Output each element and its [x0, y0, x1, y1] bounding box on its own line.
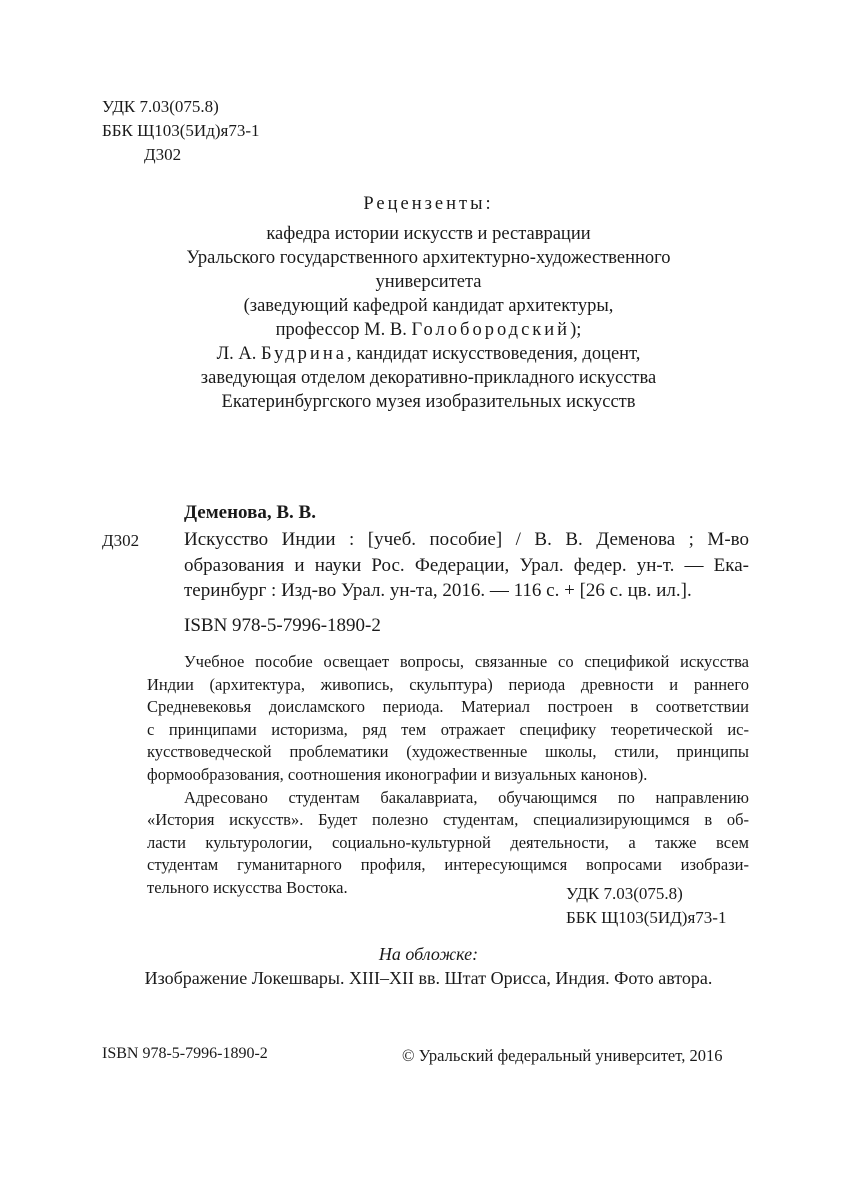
reviewer-line: заведующая отделом декоративно-прикладного искусства: [200, 368, 657, 388]
author-code-top: Д302: [144, 145, 182, 164]
reviewer-name-spaced: Голобородский: [411, 320, 571, 340]
abstract-line: студентам гуманитарного профиля, интересующимся вопросами изобрази-: [147, 855, 749, 875]
reviewer-text: профессор М. В.: [275, 320, 412, 340]
reviewer-text: );: [570, 320, 582, 340]
abstract-line: тельного искусства Востока.: [147, 877, 348, 897]
record-code: Д302: [102, 531, 140, 550]
bbk-bottom: ББК Щ103(5ИД)я73-1: [566, 908, 727, 927]
bib-line: Искусство Индии : [учеб. пособие] / В. В. Деменова ; М-во: [184, 529, 749, 550]
bib-line: образования и науки Рос. Федерации, Урал. федер. ун-т. — Ека-: [184, 554, 749, 576]
bbk-top: ББК Щ103(5Ид)я73-1: [102, 121, 260, 140]
footer-isbn: ISBN 978-5-7996-1890-2: [102, 1045, 268, 1062]
reviewer-text: , кандидат искусствоведения, доцент,: [346, 344, 641, 364]
abstract-line: Учебное пособие освещает вопросы, связанные со спецификой искусства: [184, 652, 749, 671]
record-isbn: ISBN 978-5-7996-1890-2: [184, 615, 381, 636]
cover-caption: Изображение Локешвары. XIII–XII вв. Штат Орисса, Индия. Фото автора.: [144, 968, 713, 988]
abstract-line: Средневековья доисламского периода. Материал построен в соответствии: [147, 697, 749, 717]
abstract-line: кусствоведческой проблематики (художественные школы, стили, принципы: [147, 742, 749, 762]
bibliographic-description: [184, 527, 749, 604]
cover-title: На обложке:: [378, 944, 479, 964]
abstract-line: «История искусств». Будет полезно студентам, специализирующимся в об-: [147, 810, 749, 830]
reviewer-line: кафедра истории искусств и реставрации: [266, 224, 591, 244]
abstract-line: Адресовано студентам бакалавриата, обучающимся по направлению: [184, 787, 749, 807]
reviewer-line: университета: [375, 272, 482, 292]
record-author: Деменова, В. В.: [184, 502, 316, 523]
reviewer-text: Л. А.: [216, 344, 262, 364]
abstract: [147, 651, 749, 900]
reviewer-name-spaced: Будрина: [261, 344, 347, 364]
abstract-line: формообразования, соотношения иконографии и визуальных канонов).: [147, 764, 648, 784]
abstract-line: Индии (архитектура, живопись, скульптура) периода древности и раннего: [147, 674, 749, 694]
reviewer-line: (заведующий кафедрой кандидат архитектуры,: [243, 296, 614, 316]
cover-note: [80, 942, 777, 990]
abstract-line: ласти культурологии, социально-культурной деятельности, а также всем: [147, 832, 749, 852]
reviewers-title: Рецензенты:: [363, 194, 494, 214]
reviewer-line: [100, 318, 757, 342]
reviewer-line: [100, 342, 757, 366]
udc-top: УДК 7.03(075.8): [102, 97, 219, 116]
reviewer-line: Екатеринбургского музея изобразительных искусств: [221, 392, 636, 412]
reviewer-line: Уральского государственного архитектурно-художественного: [186, 248, 671, 268]
reviewers-block: [100, 192, 757, 414]
bib-line: теринбург : Изд-во Урал. ун-та, 2016. — 116 с. + [26 с. цв. ил.].: [184, 580, 692, 601]
footer-copyright: © Уральский федеральный университет, 2016: [402, 1046, 723, 1065]
udc-bottom: УДК 7.03(075.8): [566, 884, 683, 903]
abstract-line: с принципами историзма, ряд тем отражает специфику теоретической ис-: [147, 719, 749, 739]
